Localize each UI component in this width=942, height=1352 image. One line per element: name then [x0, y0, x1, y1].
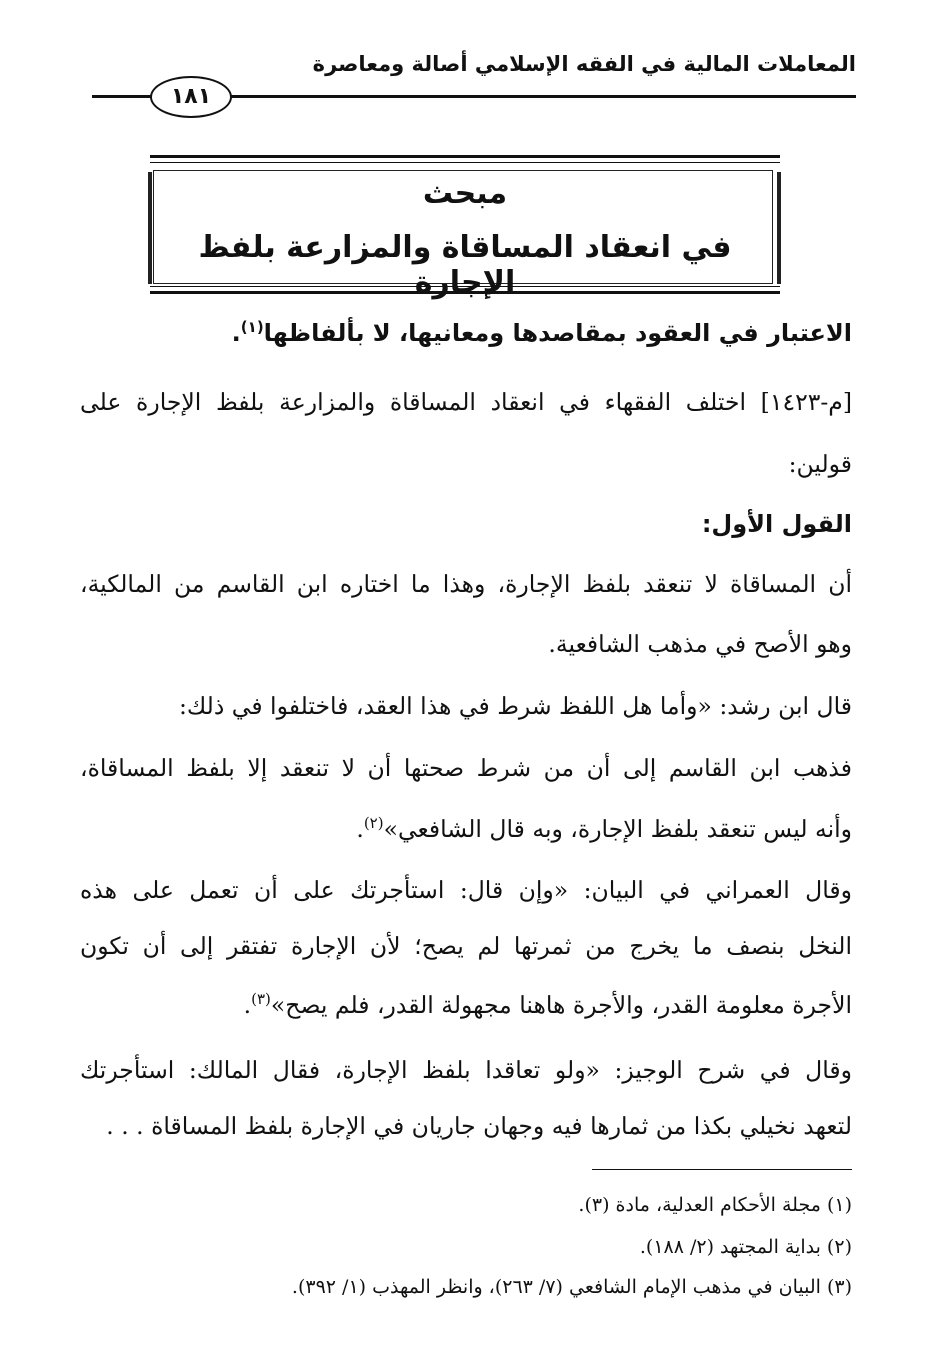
quote-imrani-line-2: النخل بنصف ما يخرج من ثمرتها لم يصح؛ لأن الإجارة تفتقر إلى أن تكون: [80, 932, 852, 960]
quote-imrani-line-1: وقال العمراني في البيان: «وإن قال: استأجرتك على أن تعمل على هذه: [80, 876, 852, 904]
opinion-line-1: أن المساقاة لا تنعقد بلفظ الإجارة، وهذا ما اختاره ابن القاسم من المالكية،: [80, 570, 852, 598]
intro-line-2: قولين:: [788, 450, 852, 478]
footnote-ref-2: (٢): [363, 814, 384, 832]
footnote-ref-3: (٣): [251, 990, 271, 1008]
rule-period: .: [231, 319, 241, 347]
footnote-2: (٢) بداية المجتهد (٢/ ١٨٨).: [639, 1236, 852, 1258]
title-box-top-rule-thin: [150, 162, 780, 163]
intro-line-1: [م-١٤٢٣] اختلف الفقهاء في انعقاد المساقاة والمزارعة بلفظ الإجارة على: [80, 388, 852, 416]
running-header-title: المعاملات المالية في الفقه الإسلامي أصالة ومعاصرة: [312, 52, 856, 76]
footnote-separator: [592, 1169, 852, 1170]
footnote-ref-1: (١): [240, 318, 264, 336]
title-box-top-rule: [150, 155, 780, 158]
quote-ibn-rushd-line-1: قال ابن رشد: «وأما هل اللفظ شرط في هذا العقد، فاختلفوا في ذلك:: [178, 692, 852, 720]
quote-imrani-period: .: [243, 990, 252, 1019]
section-title: في انعقاد المساقاة والمزارعة بلفظ الإجارة: [198, 230, 732, 300]
quote-imrani-text: الأجرة معلومة القدر، والأجرة هاهنا مجهولة القدر، فلم يصح»: [270, 990, 852, 1019]
quote-wajiz-line-2: لتعهد نخيلي بكذا من ثمارها فيه وجهان جاريان في الإجارة بلفظ المساقاة . . .: [106, 1112, 852, 1140]
quote-ibn-rushd-line-2: فذهب ابن القاسم إلى أن من شرط صحتها أن لا تنعقد إلا بلفظ المساقاة،: [80, 754, 852, 782]
section-label: مبحث: [422, 176, 508, 211]
quote-imrani-line-3: [80, 990, 852, 1019]
quote-ibn-rushd-text: وأنه ليس تنعقد بلفظ الإجارة، وبه قال الشافعي»: [383, 814, 852, 843]
quote-wajiz-line-1: وقال في شرح الوجيز: «ولو تعاقدا بلفظ الإجارة، فقال المالك: استأجرتك: [80, 1056, 852, 1084]
rule-text: الاعتبار في العقود بمقاصدها ومعانيها، لا بألفاظها: [263, 319, 852, 347]
quote-ibn-rushd-period: .: [356, 814, 364, 843]
quote-ibn-rushd-line-3: [80, 814, 852, 843]
footnote-1: (١) مجلة الأحكام العدلية، مادة (٣).: [578, 1194, 852, 1216]
footnote-3: (٣) البيان في مذهب الإمام الشافعي (٧/ ٢٦٣)، وانظر المهذب (١/ ٣٩٢).: [291, 1276, 852, 1298]
rule-statement: [80, 318, 852, 347]
opinion-line-2: وهو الأصح في مذهب الشافعية.: [548, 630, 852, 658]
first-opinion-heading: القول الأول:: [701, 510, 852, 538]
page-number: ١٨١: [150, 76, 232, 118]
